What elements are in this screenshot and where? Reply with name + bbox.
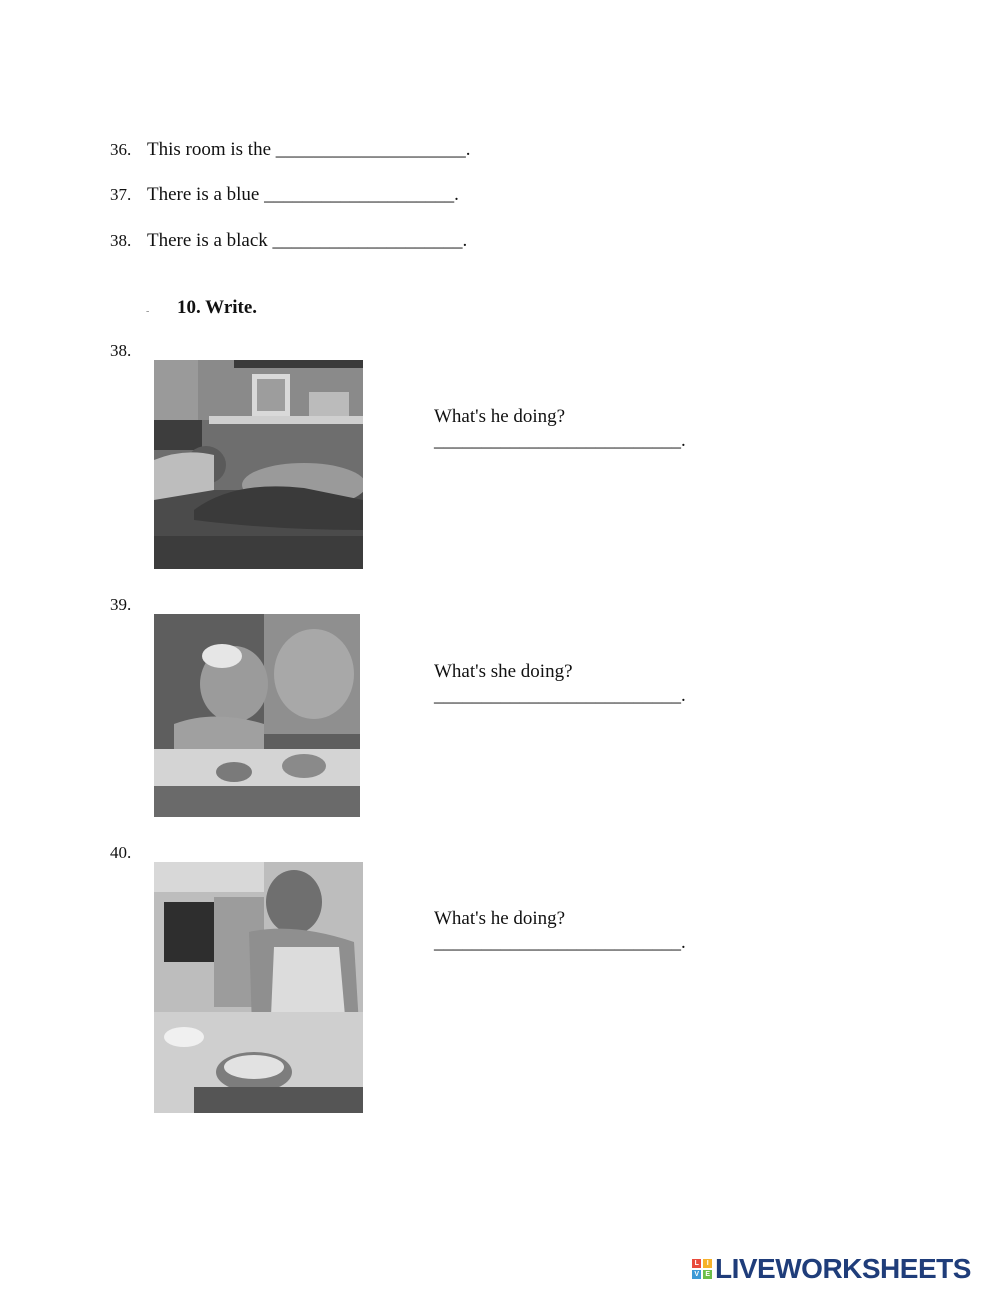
answer-line[interactable]: __________________________. xyxy=(434,685,686,706)
logo-mark-icon xyxy=(692,1259,712,1279)
item-number: 39. xyxy=(110,595,132,614)
question-38 xyxy=(434,405,686,453)
logo-text: LIVEWORKSHEETS xyxy=(715,1253,971,1284)
sentence-36 xyxy=(110,139,471,161)
question-40 xyxy=(434,907,686,955)
photo-girl-bathing xyxy=(154,614,360,817)
item-number: 40. xyxy=(110,843,132,862)
question-text: What's he doing? xyxy=(434,908,566,929)
item-number: 38. xyxy=(110,341,132,360)
answer-line[interactable]: __________________________. xyxy=(434,430,686,451)
sentence-number: 37. xyxy=(110,185,132,204)
sentence-text: This room is the ____________________. xyxy=(147,139,471,160)
logo-tile: L xyxy=(692,1259,701,1268)
question-text: What's she doing? xyxy=(434,661,573,682)
answer-line[interactable]: __________________________. xyxy=(434,932,686,953)
logo-tile: E xyxy=(703,1270,712,1279)
logo-tile: I xyxy=(703,1259,712,1268)
liveworksheets-logo[interactable] xyxy=(692,1253,971,1285)
sentence-number: 38. xyxy=(110,231,132,250)
sentence-38 xyxy=(110,230,467,252)
sentence-text: There is a black ____________________. xyxy=(147,230,468,251)
bullet-mark: - xyxy=(146,306,150,317)
sentence-37 xyxy=(110,184,459,206)
question-39 xyxy=(434,660,686,708)
sentence-text: There is a blue ____________________. xyxy=(147,184,459,205)
question-text: What's he doing? xyxy=(434,406,566,427)
sentence-number: 36. xyxy=(110,140,132,159)
logo-tile: V xyxy=(692,1270,701,1279)
photo-boy-sleeping xyxy=(154,360,363,569)
section-title: 10. Write. xyxy=(177,297,258,318)
photo-man-cooking xyxy=(154,862,363,1113)
